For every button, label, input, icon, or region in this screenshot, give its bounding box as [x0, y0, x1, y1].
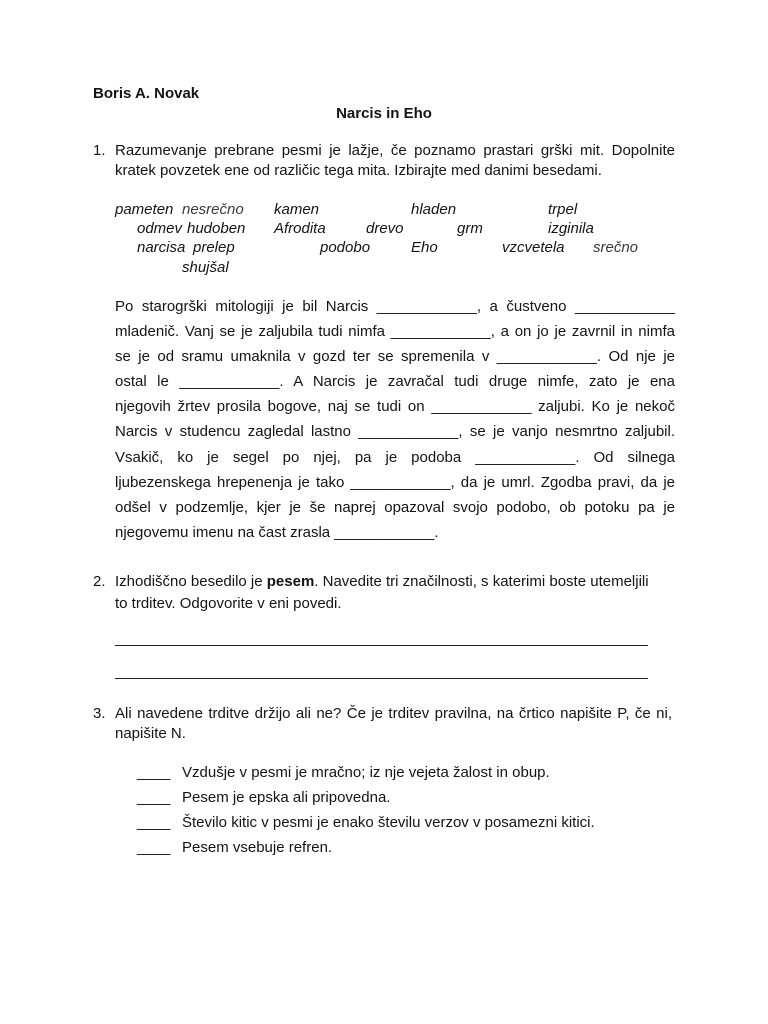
- statement-text: Vzdušje v pesmi je mračno; iz nje vejeta žalost in obup.: [182, 764, 550, 781]
- story-text: [115, 294, 675, 545]
- statement-item: [137, 760, 595, 785]
- answer-line: [115, 678, 648, 679]
- word-bank-item: nesrečno: [182, 201, 244, 218]
- story-line: ostal le ____________. A Narcis je zavračal tudi druge nimfe, zato je ena: [115, 373, 675, 391]
- prompt-line: Razumevanje prebrane pesmi je lažje, če poznamo prastari grški mit. Dopolnite: [115, 142, 675, 159]
- story-line: Narcis v studencu zagledal lastno ____________, se je vanjo nesmrtno zaljubil.: [115, 423, 675, 441]
- answer-blank: ____: [137, 764, 171, 781]
- answer-line: [115, 645, 648, 646]
- story-line: njegovemu imenu na čast zrasla ____________.: [115, 523, 439, 541]
- story-line: mladenič. Vanj se je zaljubila tudi nimfa ____________, a on jo je zavrnil in nimfa: [115, 323, 675, 341]
- statement-list: [137, 760, 595, 860]
- prompt-text: . Navedite tri značilnosti, s katerimi boste utemeljili: [314, 573, 649, 590]
- word-bank-item: trpel: [548, 201, 578, 218]
- answer-blank: ____: [137, 839, 171, 856]
- statement-item: [137, 835, 595, 860]
- prompt-line: [115, 571, 675, 593]
- word-bank-item: hudoben: [187, 220, 246, 237]
- author-name: Boris A. Novak: [93, 85, 200, 102]
- word-bank-item: odmev: [137, 220, 183, 237]
- statement-text: Pesem vsebuje refren.: [182, 839, 333, 856]
- question-3-prompt: [115, 704, 672, 743]
- word-bank-item: podobo: [320, 239, 371, 256]
- word-bank-item: hladen: [411, 201, 457, 218]
- word-bank-item: grm: [457, 220, 483, 237]
- word-bank-item: narcisa: [137, 239, 186, 256]
- prompt-text: Izhodiščno besedilo je: [115, 573, 267, 590]
- word-bank-item: Eho: [411, 239, 438, 256]
- story-line: ljubezenskega hrepenenja je tako ____________, da je umrl. Zgodba pravi, da je: [115, 473, 675, 491]
- emphasized-word: pesem: [266, 573, 315, 590]
- story-line: njegovih žrtev prosila bogove, naj se tudi on ____________ zaljubi. Ko je nekoč: [115, 398, 675, 416]
- question-number: 2.: [93, 573, 106, 590]
- question-number: 1.: [93, 142, 106, 159]
- prompt-line: Ali navedene trditve držijo ali ne? Če je trditev pravilna, na črtico napišite P, če ni,: [115, 705, 672, 722]
- document-title: Narcis in Eho: [336, 105, 432, 122]
- word-bank-item: pameten: [115, 201, 174, 218]
- word-bank-item: kamen: [274, 201, 320, 218]
- word-bank-item: Afrodita: [274, 220, 326, 237]
- prompt-line: napišite N.: [115, 724, 186, 742]
- story-line: se je od sramu umaknila v gozd ter se spremenila v ____________. Od nje je: [115, 348, 675, 366]
- prompt-line: to trditev. Odgovorite v eni povedi.: [115, 595, 342, 612]
- word-bank-item: shujšal: [182, 259, 229, 276]
- story-line: odšel v podzemlje, kjer je še naprej opazoval svojo podobo, ob potoku pa je: [115, 498, 675, 516]
- answer-blank: ____: [137, 789, 171, 806]
- word-bank-item: srečno: [593, 239, 639, 256]
- statement-text: Število kitic v pesmi je enako številu verzov v posamezni kitici.: [182, 814, 595, 831]
- word-bank-item: izginila: [548, 220, 594, 237]
- word-bank-item: drevo: [366, 220, 404, 237]
- question-number: 3.: [93, 705, 106, 722]
- story-line: Po starogrški mitologiji je bil Narcis ____________, a čustveno ____________: [115, 298, 675, 315]
- answer-blank: ____: [137, 814, 171, 831]
- question-2-prompt: [115, 571, 675, 615]
- statement-item: [137, 785, 595, 810]
- word-bank-item: vzcvetela: [502, 239, 565, 256]
- question-1-prompt: [115, 141, 675, 181]
- statement-text: Pesem je epska ali pripovedna.: [182, 789, 391, 806]
- word-bank-item: prelep: [193, 239, 235, 256]
- statement-item: [137, 810, 595, 835]
- story-line: Vsakič, ko je segel po njej, pa je podoba ____________. Od silnega: [115, 448, 675, 466]
- prompt-line: kratek povzetek ene od različic tega mita. Izbirajte med danimi besedami.: [115, 162, 602, 179]
